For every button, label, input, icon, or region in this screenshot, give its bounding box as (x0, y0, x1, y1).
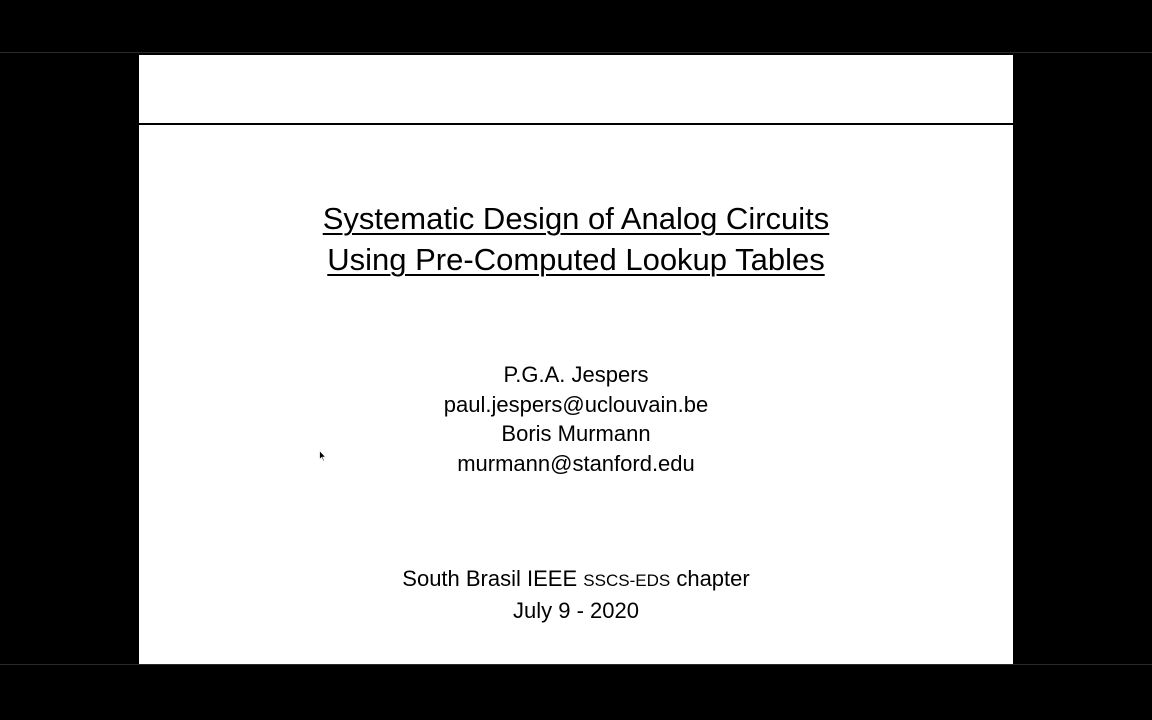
author-email-2: murmann@stanford.edu (457, 450, 695, 476)
letterbox-top-edge (0, 52, 1152, 53)
event-block (139, 564, 1013, 626)
author-block (139, 360, 1013, 478)
presentation-slide (139, 55, 1013, 664)
slide-title-line-2: Using Pre-Computed Lookup Tables (327, 242, 825, 277)
event-date: July 9 - 2020 (513, 598, 639, 623)
event-society: SSCS-EDS (583, 571, 671, 590)
letterbox-bottom-edge (0, 664, 1152, 665)
author-name-2: Boris Murmann (501, 421, 651, 446)
author-email-1: paul.jespers@uclouvain.be (443, 391, 709, 417)
event-line (139, 564, 1013, 596)
event-suffix: chapter (676, 566, 750, 591)
mouse-pointer-icon (319, 450, 327, 462)
author-name-1: P.G.A. Jespers (503, 362, 649, 387)
slide-header-rule (139, 123, 1013, 125)
event-prefix: South Brasil IEEE (402, 566, 578, 591)
slide-title-line-1: Systematic Design of Analog Circuits (322, 201, 830, 236)
slide-title (139, 198, 1013, 280)
